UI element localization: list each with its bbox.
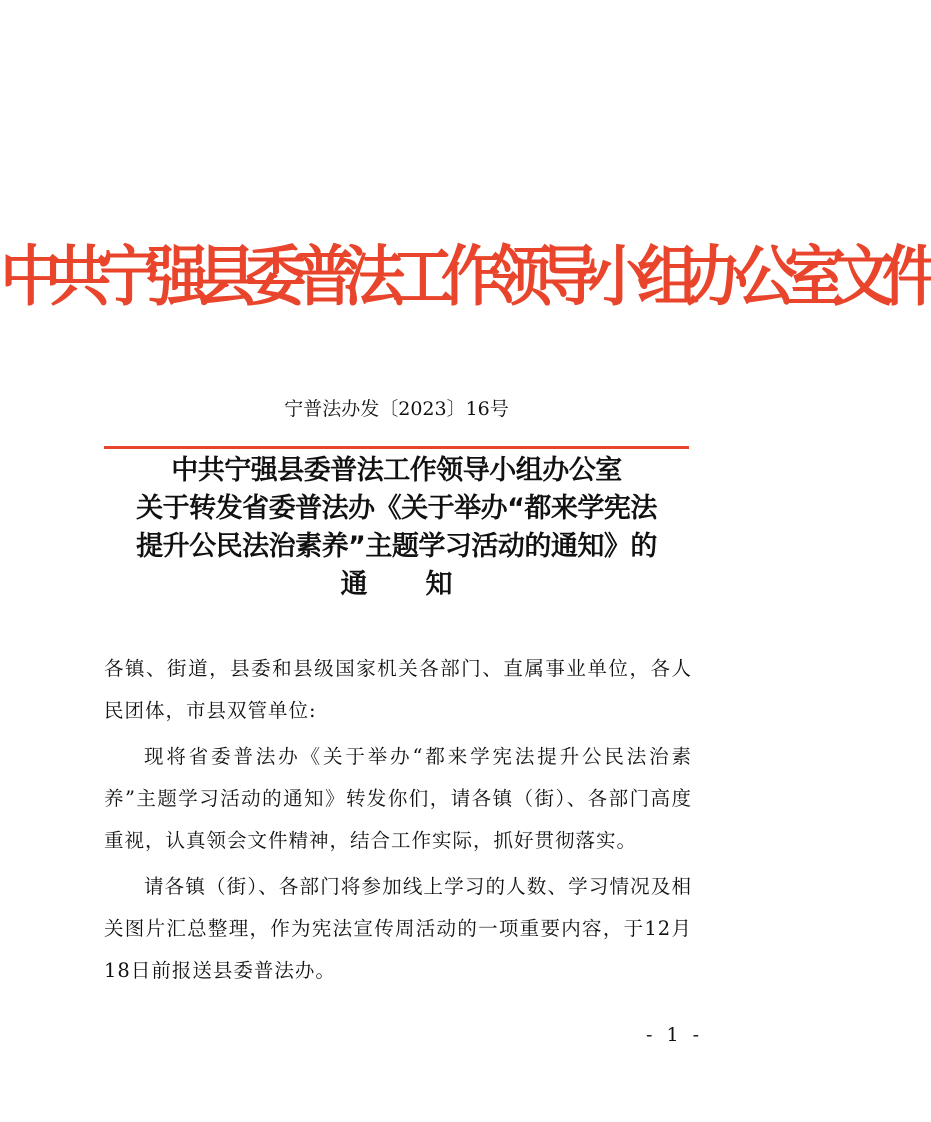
page-number: - 1 - bbox=[646, 1024, 704, 1046]
notice-title-line-3: 提升公民法治素养”主题学习活动的通知》的 bbox=[136, 531, 657, 562]
document-body bbox=[104, 648, 692, 996]
notice-title-line-1: 中共宁强县委普法工作领导小组办公室 bbox=[171, 455, 622, 486]
notice-title bbox=[0, 452, 793, 604]
salutation: 各镇、街道，县委和县级国家机关各部门、直属事业单位，各人民团体，市县双管单位: bbox=[104, 657, 692, 722]
notice-title-line-2: 关于转发省委普法办《关于举办“都来学宪法 bbox=[136, 493, 657, 524]
body-paragraph-1: 现将省委普法办《关于举办“都来学宪法提升公民法治素养”主题学习活动的通知》转发你们，请各镇（街）、各部门高度重视，认真领会文件精神，结合工作实际，抓好贯彻落实。 bbox=[104, 745, 692, 852]
notice-title-line-4: 通知 bbox=[340, 569, 511, 600]
red-divider-line bbox=[104, 446, 689, 449]
issuer-header-title: 中共宁强县委普法工作领导小组办公室文件 bbox=[0, 238, 931, 315]
body-paragraph-2: 请各镇（街）、各部门将参加线上学习的人数、学习情况及相关图片汇总整理，作为宪法宣传周活动的一项重要内容，于12月18日前报送县委普法办。 bbox=[104, 875, 692, 982]
document-number: 宁普法办发〔2023〕16号 bbox=[284, 398, 509, 420]
